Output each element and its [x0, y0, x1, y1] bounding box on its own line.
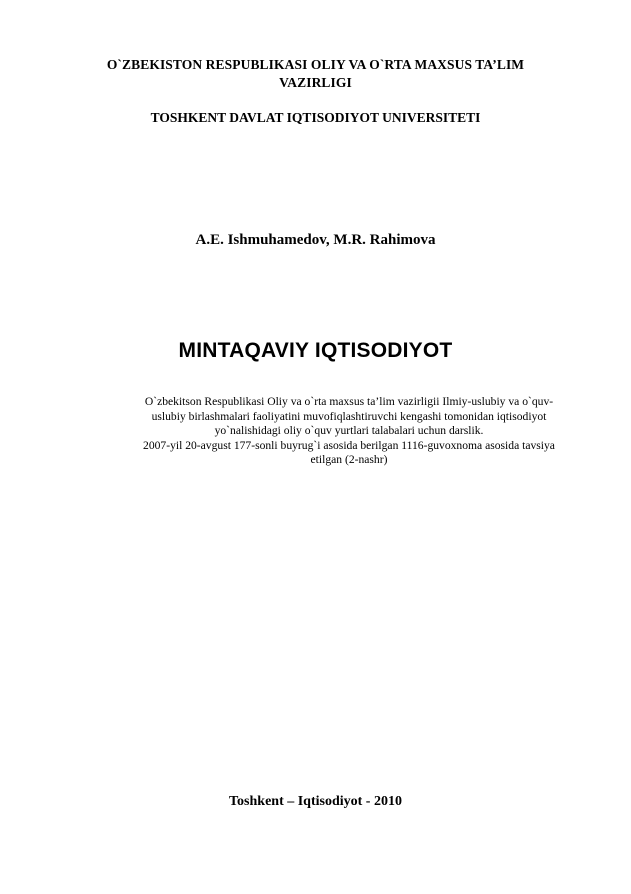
approval-description [118, 395, 580, 468]
description-line: etilgan (2-nashr) [310, 453, 388, 466]
description-line: yo`nalishidagi oliy o`quv yurtlari talabalari uchun darslik. [214, 424, 484, 437]
university-heading: TOSHKENT DAVLAT IQTISODIYOT UNIVERSITETI [150, 110, 481, 125]
authors: A.E. Ishmuhamedov, M.R. Rahimova [195, 232, 436, 248]
ministry-line-1: O`ZBEKISTON RESPUBLIKASI OLIY VA O`RTA MAXSUS TA’LIM [106, 57, 525, 72]
description-line: O`zbekitson Respublikasi Oliy va o`rta maxsus ta’lim vazirligii Ilmiy-uslubiy va o`quv- [144, 395, 554, 408]
ministry-heading [0, 56, 631, 92]
description-line: 2007-yil 20-avgust 177-sonli buyrug`i asosida berilgan 1116-guvoxnoma asosida tavsiya [143, 438, 555, 452]
publisher-footer: Toshkent – Iqtisodiyot - 2010 [229, 794, 402, 809]
description-line: uslubiy birlashmalari faoliyatini muvofiqlashtiruvchi kengashi tomonidan iqtisodiyot [151, 409, 547, 423]
book-title: MINTAQAVIY IQTISODIYOT [178, 339, 453, 362]
ministry-line-2: VAZIRLIGI [279, 75, 352, 90]
